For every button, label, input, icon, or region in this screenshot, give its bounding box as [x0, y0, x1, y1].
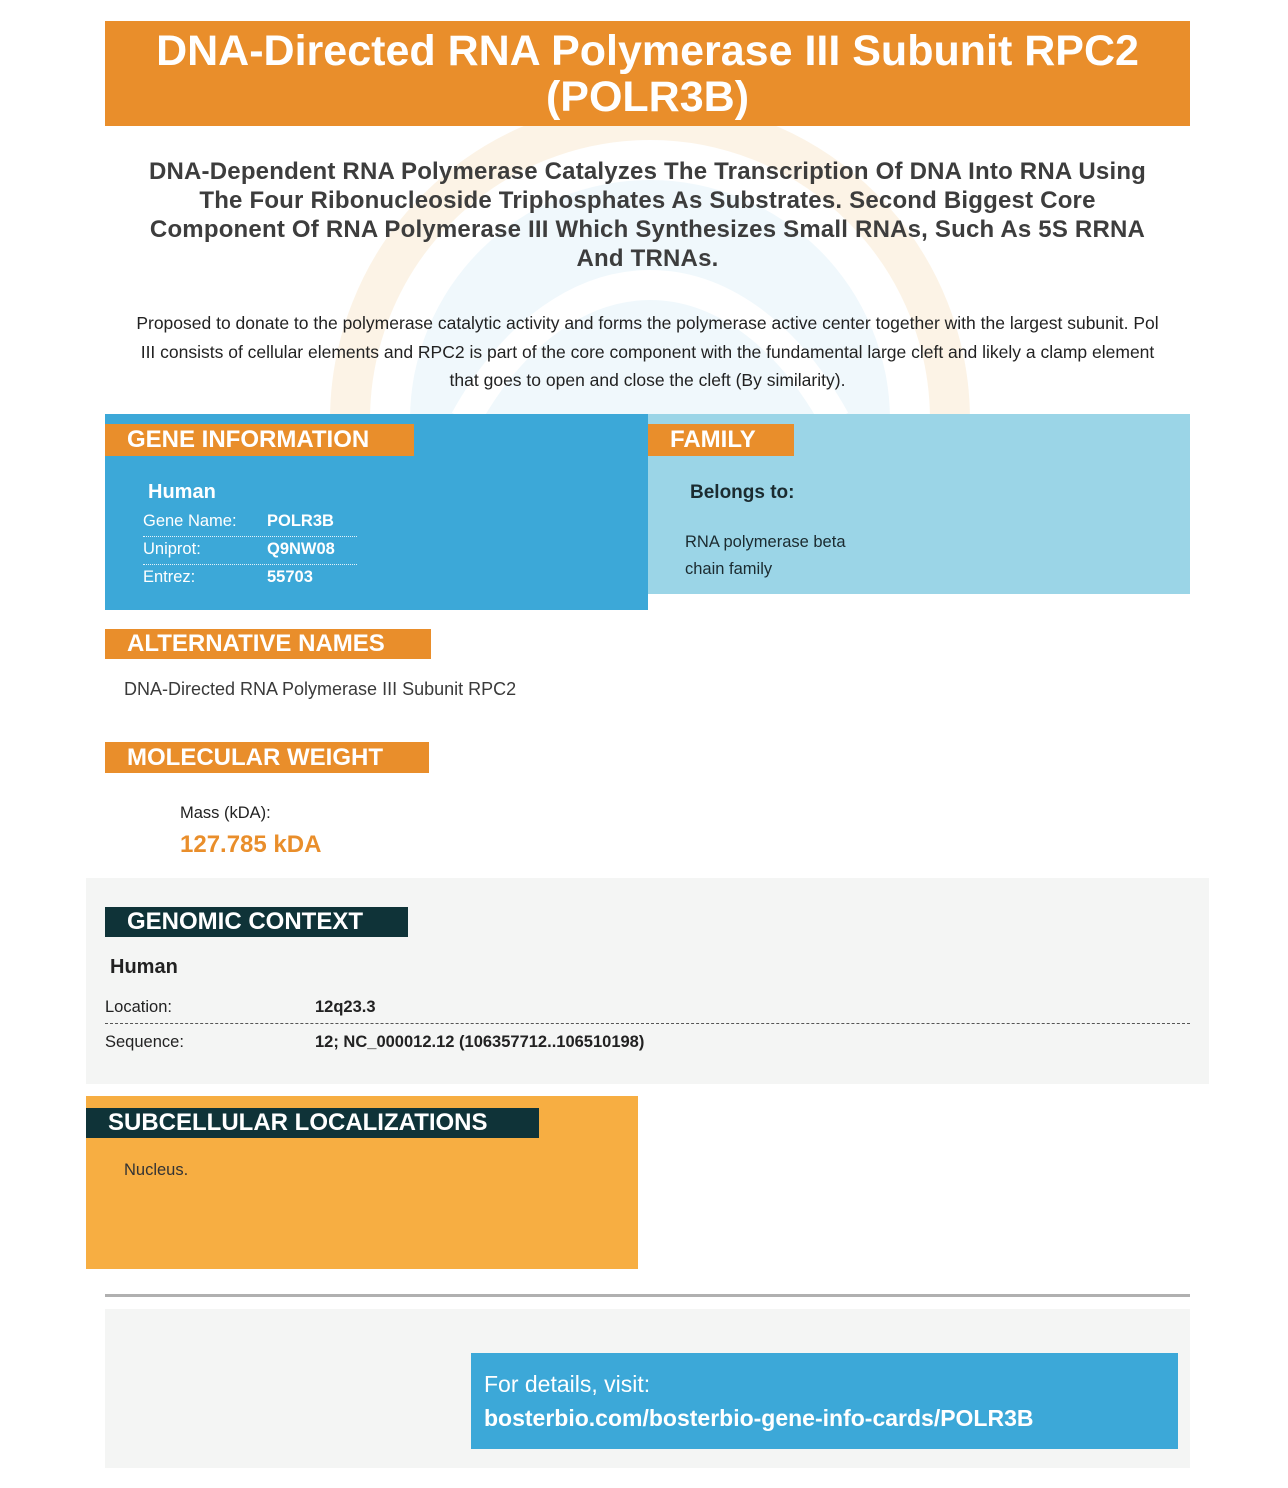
sequence-row [105, 1025, 1190, 1058]
title-banner [105, 21, 1190, 126]
alternative-names-text: DNA-Directed RNA Polymerase III Subunit RPC2 [124, 679, 517, 699]
uniprot-value: Q9NW08 [267, 540, 335, 558]
gene-information-heading: GENE INFORMATION [105, 424, 414, 456]
uniprot-row [143, 537, 357, 565]
mass-value: 127.785 kDA [180, 831, 322, 858]
subcellular-text: Nucleus. [124, 1161, 189, 1179]
function-summary: DNA-Dependent RNA Polymerase Catalyzes The Transcription Of DNA Into RNA Using The Four Ribonucleoside Triphosphates As Substrates. Second Biggest Core Component Of RNA Polymerase III Which Synthesizes Small RNAs, Such As 5S RRNA And TRNAs. [148, 158, 1147, 272]
sequence-label: Sequence: [105, 1033, 184, 1051]
uniprot-label: Uniprot: [143, 540, 201, 558]
entrez-value: 55703 [267, 568, 313, 586]
entrez-row [143, 565, 357, 592]
details-link-box[interactable] [471, 1353, 1178, 1449]
molecular-weight-heading: MOLECULAR WEIGHT [105, 742, 429, 773]
description-text: Proposed to donate to the polymerase catalytic activity and forms the polymerase active center together with the largest subunit. Pol III consists of cellular elements and RPC2 is part of the core component with the fundamental large cleft and likely a clamp element that goes to open and close the cleft (By similarity). [136, 313, 1159, 390]
family-heading: FAMILY [648, 424, 794, 456]
gene-name-label: Gene Name: [143, 512, 237, 530]
family-text: RNA polymerase beta chain family [685, 533, 846, 578]
divider [105, 1294, 1190, 1297]
entrez-label: Entrez: [143, 568, 196, 586]
page-title: DNA-Directed RNA Polymerase III Subunit RPC2 (POLR3B) [156, 26, 1139, 121]
sequence-value: 12; NC_000012.12 (106357712..106510198) [315, 1033, 645, 1051]
belongs-to-label: Belongs to: [690, 482, 795, 503]
genomic-species: Human [110, 956, 178, 978]
gene-species: Human [148, 481, 216, 503]
subcellular-heading: SUBCELLULAR LOCALIZATIONS [86, 1108, 539, 1138]
location-row [105, 990, 1190, 1024]
gene-name-row [143, 509, 357, 537]
alternative-names-heading: ALTERNATIVE NAMES [105, 629, 431, 659]
gene-name-value: POLR3B [267, 512, 334, 530]
details-link[interactable]: bosterbio.com/bosterbio-gene-info-cards/POLR3B [484, 1405, 1034, 1431]
genomic-context-heading: GENOMIC CONTEXT [105, 907, 408, 937]
visit-label: For details, visit: [484, 1371, 651, 1397]
mass-label: Mass (kDA): [180, 804, 271, 822]
location-label: Location: [105, 998, 172, 1016]
location-value: 12q23.3 [315, 998, 376, 1016]
